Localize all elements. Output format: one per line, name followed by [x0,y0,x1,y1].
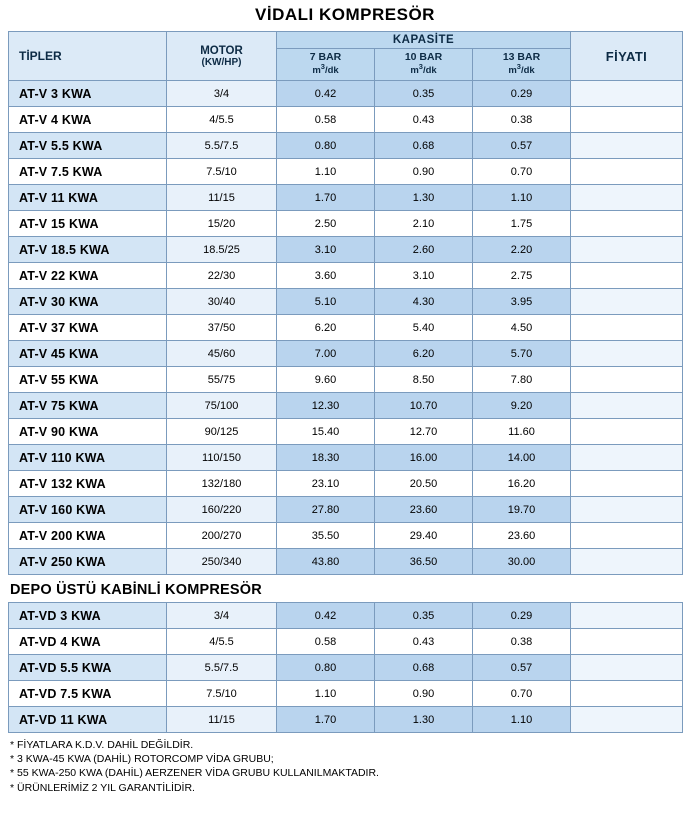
cell-bar13: 1.10 [473,707,571,733]
cell-bar7: 1.70 [277,707,375,733]
footnote-line: * 55 KWA-250 KWA (DAHİL) AERZENER VİDA GRUBU KULLANILMAKTADIR. [10,767,379,780]
cell-bar13: 14.00 [473,445,571,471]
table-row [9,629,683,655]
cell-bar13: 0.57 [473,133,571,159]
cell-type: AT-VD 11 KWA [9,707,167,733]
cell-price[interactable] [571,107,683,133]
table-row [9,263,683,289]
cell-type: AT-V 11 KWA [9,185,167,211]
cell-motor: 250/340 [167,549,277,575]
cell-type: AT-V 110 KWA [9,445,167,471]
cell-bar10: 20.50 [375,471,473,497]
cell-bar10: 8.50 [375,367,473,393]
cell-motor: 7.5/10 [167,681,277,707]
cell-type: AT-V 45 KWA [9,341,167,367]
cell-price[interactable] [571,445,683,471]
cell-motor: 200/270 [167,523,277,549]
cell-price[interactable] [571,549,683,575]
cell-bar10: 1.30 [375,185,473,211]
cell-bar7: 1.10 [277,159,375,185]
cell-price[interactable] [571,237,683,263]
table-row [9,497,683,523]
cell-type: AT-V 200 KWA [9,523,167,549]
cell-type: AT-VD 4 KWA [9,629,167,655]
table-row [9,81,683,107]
cell-bar10: 0.90 [375,159,473,185]
cell-bar13: 4.50 [473,315,571,341]
cell-price[interactable] [571,707,683,733]
cell-type: AT-V 30 KWA [9,289,167,315]
header-bar-7-unit: $m^3/dk$ [312,62,339,77]
cell-bar13: 11.60 [473,419,571,445]
table-row [9,445,683,471]
cell-price[interactable] [571,655,683,681]
cell-type: AT-VD 7.5 KWA [9,681,167,707]
cell-bar10: 4.30 [375,289,473,315]
cell-price[interactable] [571,681,683,707]
cell-price[interactable] [571,367,683,393]
header-bar-10 [375,49,473,81]
cell-type: AT-V 250 KWA [9,549,167,575]
cell-price[interactable] [571,81,683,107]
cell-price[interactable] [571,471,683,497]
cell-bar7: 23.10 [277,471,375,497]
cell-bar13: 5.70 [473,341,571,367]
cell-bar7: 3.60 [277,263,375,289]
table-row [9,523,683,549]
cell-bar10: 16.00 [375,445,473,471]
cell-motor: 11/15 [167,185,277,211]
cell-motor: 75/100 [167,393,277,419]
cell-motor: 3/4 [167,81,277,107]
cell-type: AT-V 22 KWA [9,263,167,289]
header-bar-13 [473,49,571,81]
cell-price[interactable] [571,523,683,549]
table-row [9,603,683,629]
cell-bar10: 23.60 [375,497,473,523]
cell-motor: 90/125 [167,419,277,445]
header-motor-line1: MOTOR [200,44,243,57]
table-row [9,393,683,419]
cell-bar7: 0.42 [277,81,375,107]
cell-motor: 3/4 [167,603,277,629]
cell-bar10: 5.40 [375,315,473,341]
cell-bar13: 16.20 [473,471,571,497]
cell-bar10: 0.43 [375,107,473,133]
cell-bar13: 3.95 [473,289,571,315]
cell-bar13: 0.57 [473,655,571,681]
cell-price[interactable] [571,341,683,367]
cell-price[interactable] [571,315,683,341]
cell-motor: 5.5/7.5 [167,655,277,681]
cell-motor: 132/180 [167,471,277,497]
cell-motor: 7.5/10 [167,159,277,185]
cell-bar13: 0.70 [473,159,571,185]
table-row [9,341,683,367]
cell-motor: 37/50 [167,315,277,341]
cell-bar7: 15.40 [277,419,375,445]
table-row [9,549,683,575]
cell-price[interactable] [571,263,683,289]
section-title-depo-ustu: DEPO ÜSTÜ KABİNLİ KOMPRESÖR [10,582,262,599]
cell-motor: 22/30 [167,263,277,289]
table-row [9,707,683,733]
table-row [9,471,683,497]
cell-bar13: 23.60 [473,523,571,549]
cell-type: AT-V 18.5 KWA [9,237,167,263]
cell-bar7: 35.50 [277,523,375,549]
cell-bar10: 6.20 [375,341,473,367]
cell-price[interactable] [571,289,683,315]
cell-bar10: 0.90 [375,681,473,707]
cell-bar13: 9.20 [473,393,571,419]
cell-bar13: 0.29 [473,603,571,629]
header-type: TİPLER [9,32,167,81]
cell-bar10: 0.68 [375,133,473,159]
cell-bar7: 0.42 [277,603,375,629]
cell-type: AT-V 3 KWA [9,81,167,107]
table-row [9,237,683,263]
cell-bar7: 0.80 [277,655,375,681]
cell-price[interactable] [571,497,683,523]
footnotes [8,733,682,795]
cell-type: AT-V 4 KWA [9,107,167,133]
cell-motor: 110/150 [167,445,277,471]
table-row [9,655,683,681]
footnote-line: * ÜRÜNLERİMİZ 2 YIL GARANTİLİDİR. [10,781,195,794]
table-row [9,367,683,393]
header-motor-line2: (KW/HP) [201,56,242,68]
cell-bar7: 7.00 [277,341,375,367]
cell-motor: 11/15 [167,707,277,733]
cell-bar13: 1.10 [473,185,571,211]
cell-bar10: 2.60 [375,237,473,263]
cell-bar7: 0.58 [277,629,375,655]
vidali-kompresor-table [8,31,683,575]
cell-price[interactable] [571,393,683,419]
table-header-row-1 [9,32,683,49]
cell-bar7: 2.50 [277,211,375,237]
cell-type: AT-V 5.5 KWA [9,133,167,159]
cell-type: AT-V 15 KWA [9,211,167,237]
header-kapasite: KAPASİTE [277,32,571,49]
cell-bar10: 36.50 [375,549,473,575]
header-bar-10-label: 10 BAR [404,51,443,63]
table-row [9,133,683,159]
cell-type: AT-VD 3 KWA [9,603,167,629]
cell-bar10: 0.68 [375,655,473,681]
depo-ustu-kabinli-table [8,602,683,733]
cell-type: AT-V 7.5 KWA [9,159,167,185]
cell-bar13: 30.00 [473,549,571,575]
header-motor [167,32,277,81]
cell-bar7: 0.58 [277,107,375,133]
cell-motor: 55/75 [167,367,277,393]
cell-bar13: 0.29 [473,81,571,107]
cell-type: AT-V 132 KWA [9,471,167,497]
cell-bar13: 0.38 [473,107,571,133]
cell-bar7: 6.20 [277,315,375,341]
cell-type: AT-V 160 KWA [9,497,167,523]
header-bar-13-label: 13 BAR [502,51,541,63]
cell-bar13: 2.75 [473,263,571,289]
cell-bar7: 12.30 [277,393,375,419]
table-row [9,419,683,445]
cell-bar7: 1.70 [277,185,375,211]
table-row [9,289,683,315]
cell-bar13: 7.80 [473,367,571,393]
cell-motor: 30/40 [167,289,277,315]
cell-type: AT-V 37 KWA [9,315,167,341]
cell-type: AT-V 90 KWA [9,419,167,445]
cell-bar13: 19.70 [473,497,571,523]
cell-bar13: 0.70 [473,681,571,707]
header-bar-10-unit: $m^3/dk$ [410,62,437,77]
table-row [9,107,683,133]
cell-price[interactable] [571,419,683,445]
cell-motor: 18.5/25 [167,237,277,263]
cell-bar10: 3.10 [375,263,473,289]
cell-bar13: 1.75 [473,211,571,237]
cell-bar10: 29.40 [375,523,473,549]
cell-bar7: 3.10 [277,237,375,263]
cell-motor: 5.5/7.5 [167,133,277,159]
cell-bar13: 2.20 [473,237,571,263]
cell-bar7: 18.30 [277,445,375,471]
cell-type: AT-V 55 KWA [9,367,167,393]
header-bar-7 [277,49,375,81]
cell-price[interactable] [571,603,683,629]
cell-motor: 45/60 [167,341,277,367]
cell-bar10: 0.35 [375,603,473,629]
cell-price[interactable] [571,133,683,159]
cell-price[interactable] [571,629,683,655]
footnote-line: * FİYATLARA K.D.V. DAHİL DEĞİLDİR. [10,739,194,752]
cell-bar10: 0.35 [375,81,473,107]
cell-motor: 160/220 [167,497,277,523]
table-row [9,159,683,185]
footnote-line: * 3 KWA-45 KWA (DAHİL) ROTORCOMP VİDA GRUBU; [10,753,274,766]
cell-motor: 4/5.5 [167,629,277,655]
table-row [9,315,683,341]
cell-bar7: 1.10 [277,681,375,707]
page-title: VİDALI KOMPRESÖR [255,5,435,24]
cell-bar13: 0.38 [473,629,571,655]
table-row [9,185,683,211]
cell-bar7: 43.80 [277,549,375,575]
cell-bar10: 0.43 [375,629,473,655]
cell-motor: 4/5.5 [167,107,277,133]
cell-bar7: 9.60 [277,367,375,393]
cell-price[interactable] [571,211,683,237]
table-row [9,681,683,707]
cell-type: AT-V 75 KWA [9,393,167,419]
cell-bar7: 0.80 [277,133,375,159]
table-row [9,211,683,237]
cell-bar10: 10.70 [375,393,473,419]
cell-bar10: 1.30 [375,707,473,733]
cell-bar7: 5.10 [277,289,375,315]
cell-bar7: 27.80 [277,497,375,523]
cell-bar10: 2.10 [375,211,473,237]
cell-price[interactable] [571,185,683,211]
header-bar-7-label: 7 BAR [309,51,342,63]
cell-price[interactable] [571,159,683,185]
header-bar-13-unit: $m^3/dk$ [508,62,535,77]
cell-bar10: 12.70 [375,419,473,445]
header-price: FİYATI [571,32,683,81]
cell-type: AT-VD 5.5 KWA [9,655,167,681]
cell-motor: 15/20 [167,211,277,237]
